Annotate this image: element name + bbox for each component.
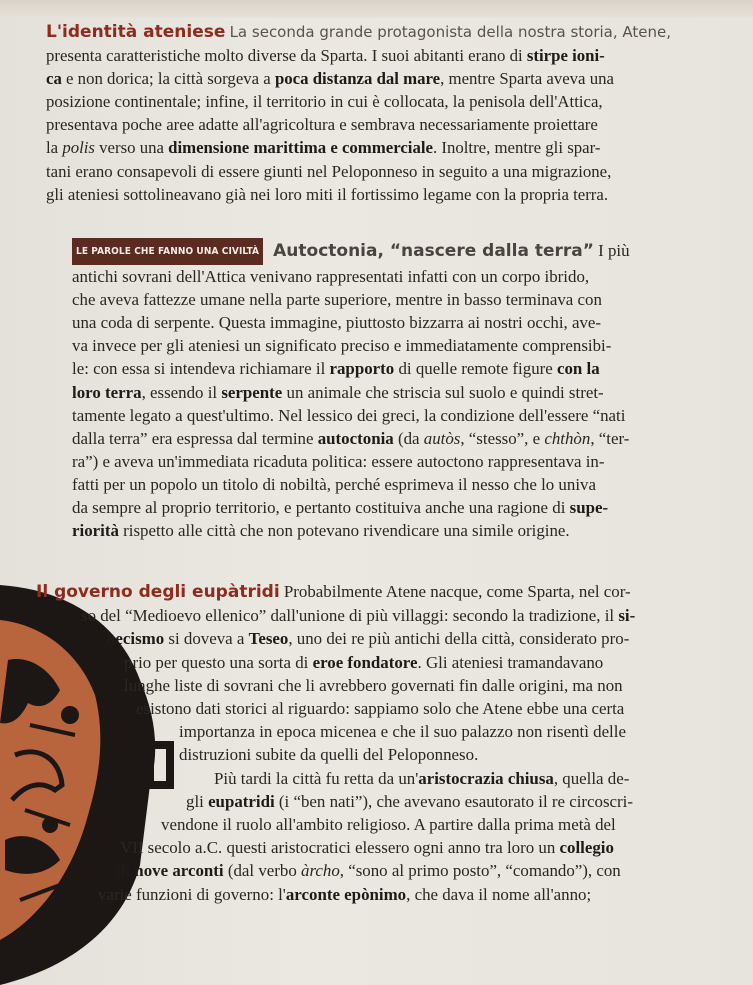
intro-heading: L'identità ateniese <box>46 22 226 42</box>
eupatridi-heading: Il governo degli eupàtridi <box>36 582 280 602</box>
civilization-words-badge: LE PAROLE CHE FANNO UNA CIVILTÀ <box>72 238 263 265</box>
intro-paragraph: L'identità ateniese La seconda grande protagonista della nostra storia, Atene, presenta caratteristiche molto diverse da Sparta. I suoi abitanti erano di stirpe ioni- ca e non dorica; la città sorgeva a poca distanza dal mare, mentre Sparta aveva una posizione continentale; infine, il territorio in cui è collocata, la penisola dell'Attica, presentava poche aree adatte all'agricoltura e sembrava necessariamente proiettare la polis verso una dimensione marittima e commerciale. Inoltre, mentre gli spar- tani erano consapevoli di essere giunti nel Peloponneso in seguito a una migrazione, gli ateniesi sottolineavano già nei loro miti il fortissimo legame con la propria terra. <box>46 22 671 204</box>
eupatridi-paragraph: Il governo degli eupàtridi Probabilmente Atene nacque, come Sparta, nel cor- so del “Medioevo ellenico” dall'unione di più villaggi: secondo la tradizione, il si- necismo si doveva a Teseo, uno dei re più antichi della città, considerato pro- prio per questo una sorta di eroe fondatore. Gli ateniesi tramandavano lunghe liste di sovrani che li avrebbero governati fin dalle origini, ma non esistono dati storici al riguardo: sappiamo solo che Atene ebbe una certa importanza in epoca micenea e che il suo palazzo non risentì delle distruzioni subite da quelli del Peloponneso. Più tardi la città fu retta da un'aristocrazia chiusa, quella de- gli eupatridi (i “ben nati”), che avevano esautorato il re circoscri- vendone il ruolo all'ambito religioso. A partire dalla prima metà del VII secolo a.C. questi aristocratici elessero ogni anno tra loro un collegio di nove arconti (dal verbo àrcho, “sono al primo posto”, “comando”), con varie funzioni di governo: l'arconte epònimo, che dava il nome all'anno; <box>36 582 636 904</box>
autoctonia-paragraph: LE PAROLE CHE FANNO UNA CIVILTÀ Autoctonia, “nascere dalla terra” I più antichi sovrani dell'Attica venivano rappresentati infatti con un corpo ibrido, che aveva fattezze umane nella parte superiore, mentre in basso terminava con una coda di serpente. Questa immagine, piuttosto bizzarra ai nostri occhi, ave- va invece per gli ateniesi un significato preciso e immediatamente comprensibi- le: con essa si intendeva richiamare il rapporto di quelle remote figure con la loro terra, essendo il serpente un animale che striscia sul suolo e quindi stret- tamente legato a quest'ultimo. Nel lessico dei greci, la condizione dell'essere “nati dalla terra” era espressa dal termine autoctonia (da autòs, “stesso”, e chthòn, “ter- ra”) e aveva un'immediata ricaduta politica: essere autoctono rappresentava in- fatti per un popolo un titolo di nobiltà, perché esprimeva il nesso che lo univa da sempre al proprio territorio, e pertanto costituiva anche una ragione di supe- riorità rispetto alle città che non potevano rivendicare una simile origine. <box>72 238 630 542</box>
top-band <box>0 0 753 18</box>
autoctonia-heading: Autoctonia, “nascere dalla terra” <box>273 241 594 261</box>
